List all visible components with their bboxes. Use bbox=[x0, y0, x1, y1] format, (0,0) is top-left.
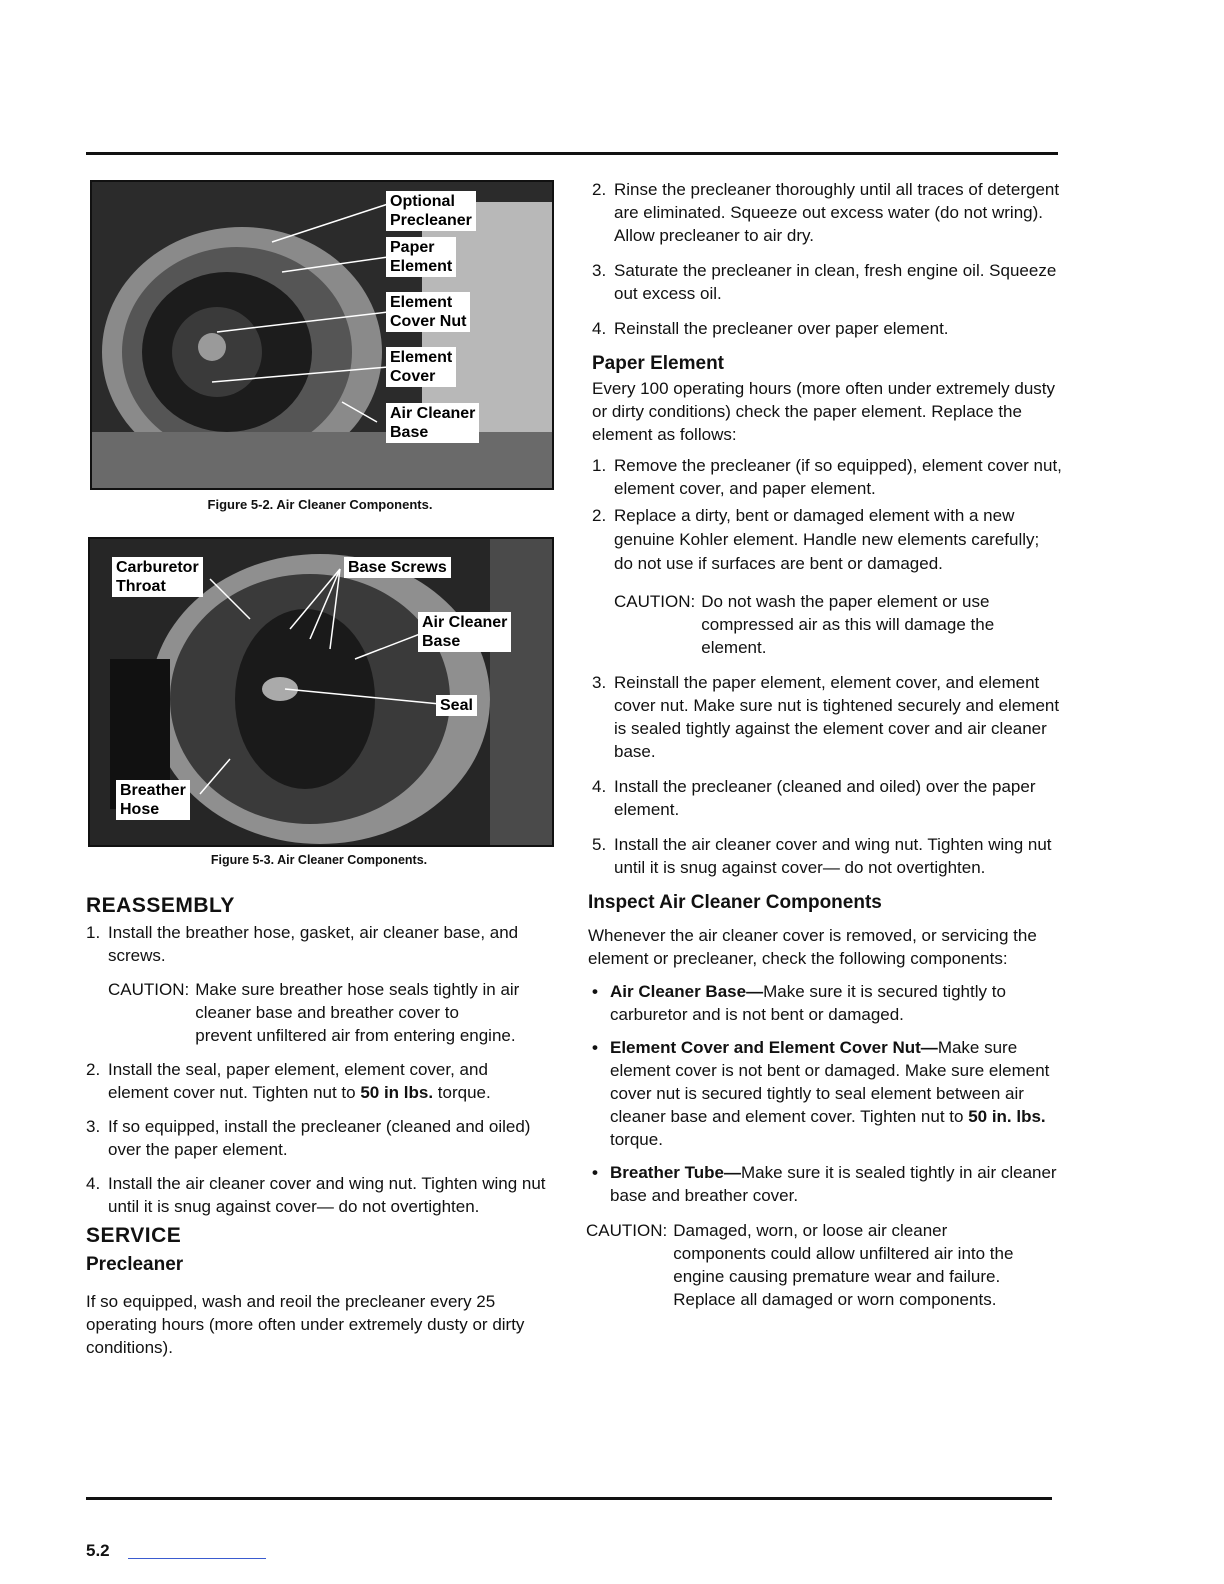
inspect-bullet-element-cover: • Element Cover and Element Cover Nut—Make sure element cover is not bent or damaged. Make sure element cover nut is secured tightly to seal element between air cleaner base and element cover. Tighten nut to 50 in. lbs. torque. bbox=[592, 1038, 1050, 1149]
callout-optional-precleaner: Optional Precleaner bbox=[386, 191, 476, 231]
page-number: 5.2 bbox=[86, 1541, 110, 1560]
reassembly-heading: REASSEMBLY bbox=[86, 894, 235, 917]
footer-line bbox=[128, 1558, 266, 1559]
inspect-heading: Inspect Air Cleaner Components bbox=[588, 892, 882, 913]
callout-carburetor-throat: Carburetor Throat bbox=[112, 557, 203, 597]
precleaner-step-3: 3. Saturate the precleaner in clean, fresh engine oil. Squeeze out excess oil. bbox=[592, 261, 1057, 303]
reassembly-caution-text: Make sure breather hose seals tightly in air cleaner base and breather cover to prevent unfiltered air from entering engine. bbox=[195, 980, 520, 1045]
callout-paper-element: Paper Element bbox=[386, 237, 456, 277]
callout-air-cleaner-base: Air Cleaner Base bbox=[386, 403, 479, 443]
top-rule bbox=[86, 152, 1058, 155]
inspect-bullet-breather-tube: • Breather Tube—Make sure it is sealed tightly in air cleaner base and breather cover. bbox=[592, 1163, 1057, 1205]
reassembly-step-1: 1. Install the breather hose, gasket, air cleaner base, and screws. bbox=[86, 923, 519, 965]
callout-element-cover: Element Cover bbox=[386, 347, 456, 387]
callout-breather-hose: Breather Hose bbox=[116, 780, 190, 820]
inspect-bullet-air-cleaner-base: • Air Cleaner Base—Make sure it is secured tightly to carburetor and is not bent or damaged. bbox=[592, 982, 1006, 1024]
figure-5-3-caption: Figure 5-3. Air Cleaner Components. bbox=[210, 853, 428, 867]
paper-element-caution: CAUTION: Do not wash the paper element or use compressed air as this will damage the element. bbox=[592, 590, 1062, 659]
inspect-intro: Whenever the air cleaner cover is removed, or servicing the element or precleaner, check the following components: bbox=[588, 926, 1037, 968]
callout-element-cover-nut: Element Cover Nut bbox=[386, 292, 470, 332]
paper-element-caution-text: Do not wash the paper element or use compressed air as this will damage the element. bbox=[701, 592, 995, 657]
inspect-caution: CAUTION: Damaged, worn, or loose air cleaner components could allow unfiltered air into the engine causing premature wear and failure. Replace all damaged or worn components. bbox=[586, 1219, 1062, 1311]
paper-element-step-5: 5. Install the air cleaner cover and wing nut. Tighten wing nut until it is snug against cover— do not overtighten. bbox=[592, 835, 1052, 877]
figure-5-3-photo bbox=[88, 537, 554, 847]
bottom-rule bbox=[86, 1497, 1052, 1500]
paper-element-intro: Every 100 operating hours (more often under extremely dusty or dirty conditions) check the paper element. Replace the element as follows: bbox=[592, 379, 1056, 444]
paper-element-heading: Paper Element bbox=[592, 353, 724, 374]
figure-5-2-photo bbox=[90, 180, 554, 490]
paper-element-step-4: 4. Install the precleaner (cleaned and oiled) over the paper element. bbox=[592, 777, 1036, 819]
precleaner-heading: Precleaner bbox=[86, 1254, 184, 1275]
callout-base-screws: Base Screws bbox=[344, 557, 451, 578]
right-column bbox=[586, 178, 1062, 1311]
reassembly-step-4: 4. Install the air cleaner cover and wing nut. Tighten wing nut until it is snug against cover— do not overtighten. bbox=[86, 1174, 546, 1216]
callout-air-cleaner-base: Air Cleaner Base bbox=[418, 612, 511, 652]
precleaner-step-2: 2. Rinse the precleaner thoroughly until all traces of detergent are eliminated. Squeeze out excess water (do not wring). Allow precleaner to air dry. bbox=[592, 180, 1060, 245]
paper-element-step-3: 3. Reinstall the paper element, element cover, and element cover nut. Make sure nut is tightened securely and element is sealed tightly against the element cover and air cleaner base. bbox=[592, 673, 1060, 761]
paper-element-step-2: 2. Replace a dirty, bent or damaged element with a new genuine Kohler element. Handle new elements carefully; do not use if surfaces are bent or damaged. bbox=[592, 506, 1040, 573]
precleaner-text: If so equipped, wash and reoil the precleaner every 25 operating hours (more often under extremely dusty or dirty conditions). bbox=[86, 1292, 525, 1357]
figure-5-2-caption: Figure 5-2. Air Cleaner Components. bbox=[207, 497, 433, 512]
precleaner-step-4: 4. Reinstall the precleaner over paper element. bbox=[592, 319, 949, 338]
reassembly-step-3: 3. If so equipped, install the precleaner (cleaned and oiled) over the paper element. bbox=[86, 1117, 531, 1159]
reassembly-section bbox=[86, 894, 546, 1359]
reassembly-caution: CAUTION: Make sure breather hose seals tightly in air cleaner base and breather cover to prevent unfiltered air from entering engine. bbox=[108, 980, 520, 1045]
callout-seal: Seal bbox=[436, 695, 477, 716]
inspect-caution-text: Damaged, worn, or loose air cleaner components could allow unfiltered air into the engine causing premature wear and failure. Replace all damaged or worn components. bbox=[673, 1221, 1014, 1309]
service-heading: SERVICE bbox=[86, 1224, 182, 1247]
paper-element-step-1: 1. Remove the precleaner (if so equipped), element cover nut, element cover, and paper element. bbox=[592, 456, 1062, 498]
air-cleaner-photo-illustration bbox=[92, 182, 552, 488]
reassembly-step-2: 2. Install the seal, paper element, element cover, and element cover nut. Tighten nut to 50 in lbs. torque. bbox=[86, 1060, 491, 1102]
